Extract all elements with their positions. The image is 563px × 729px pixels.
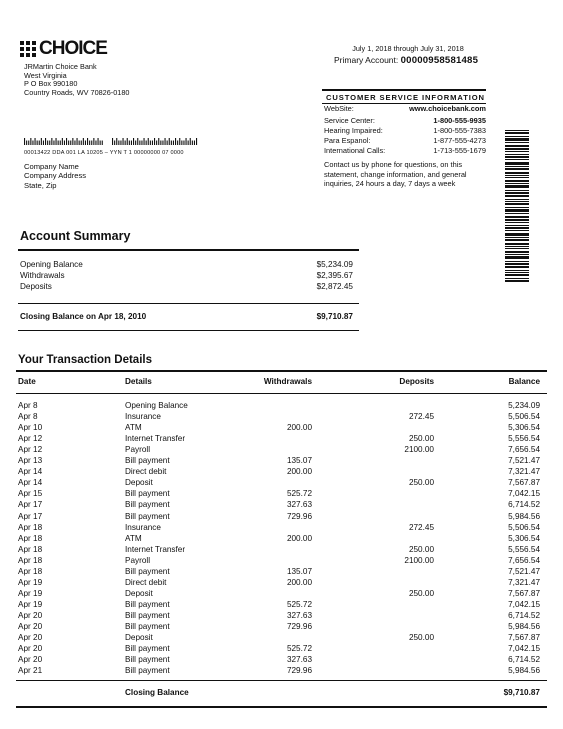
logo-grid-icon	[20, 41, 36, 57]
cs-value: 1-877-555-4273	[433, 136, 486, 145]
cell-balance: 7,567.87	[508, 633, 540, 643]
cell-date: Apr 8	[18, 412, 38, 422]
cell-withdrawal: 729.96	[286, 622, 312, 631]
cell-withdrawal: 729.96	[286, 666, 312, 676]
summary-value: $2,872.45	[316, 282, 353, 291]
cell-details: Deposit	[125, 588, 153, 598]
table-row	[18, 478, 540, 489]
cell-balance: 7,567.87	[508, 588, 540, 598]
recipient-address	[24, 162, 86, 190]
bank-address-line: West Virginia	[24, 70, 67, 80]
account-summary-title: Account Summary	[20, 229, 131, 243]
cell-balance: 5,556.54	[508, 434, 540, 444]
table-row	[18, 489, 540, 500]
transactions-closing-row	[18, 688, 540, 699]
cell-details: Bill payment	[125, 599, 170, 609]
cs-international-row	[324, 146, 486, 155]
recipient-line: Company Name	[24, 162, 79, 171]
table-row	[18, 545, 540, 556]
table-row	[18, 412, 540, 423]
cell-balance: 7,042.15	[508, 599, 540, 609]
logo-text: CHOICE	[39, 38, 107, 59]
table-row	[18, 467, 540, 478]
cell-details: Bill payment	[125, 622, 170, 631]
cs-label: Para Espanol:	[324, 136, 371, 145]
cell-details: Bill payment	[125, 666, 170, 676]
cs-value: 1-713-555-1679	[433, 146, 486, 155]
summary-closing-row	[20, 312, 353, 321]
cell-details: Payroll	[125, 445, 151, 455]
summary-row-deposits	[20, 282, 353, 291]
cell-date: Apr 15	[18, 489, 43, 499]
postal-barcode	[24, 138, 198, 145]
transactions-bottom-rule	[16, 706, 547, 708]
cell-balance: 5,306.54	[508, 423, 540, 433]
cell-date: Apr 21	[18, 666, 43, 676]
cell-deposit: 250.00	[408, 588, 434, 598]
bank-address-line: Country Roads, WV 70826-0180	[24, 87, 130, 97]
table-row	[18, 611, 540, 622]
table-row	[18, 589, 540, 600]
cell-withdrawal: 200.00	[286, 467, 312, 477]
cell-deposit: 250.00	[408, 478, 434, 488]
cell-deposit: 250.00	[408, 544, 434, 554]
cs-label: Hearing Impaired:	[324, 126, 383, 135]
table-row	[18, 644, 540, 655]
cell-deposit: 272.45	[408, 522, 434, 532]
table-row	[18, 578, 540, 589]
cell-withdrawal: 327.63	[286, 500, 312, 510]
table-row	[18, 622, 540, 633]
transactions-closing-rule	[16, 680, 547, 681]
cell-deposit: 250.00	[408, 434, 434, 444]
cell-withdrawal: 135.07	[286, 566, 312, 576]
cs-website-row	[324, 104, 486, 113]
cell-details: Direct debit	[125, 577, 167, 587]
cell-date: Apr 18	[18, 533, 43, 543]
summary-mid-rule	[18, 303, 359, 304]
cell-details: ATM	[125, 423, 142, 433]
cell-details: Bill payment	[125, 610, 170, 620]
cs-espanol-row	[324, 136, 486, 145]
cell-date: Apr 17	[18, 511, 43, 521]
cell-date: Apr 20	[18, 633, 43, 643]
cell-date: Apr 10	[18, 423, 43, 433]
table-row	[18, 655, 540, 666]
cs-value: 1-800-555-7383	[433, 126, 486, 135]
cell-details: Bill payment	[125, 644, 170, 654]
cell-balance: 7,321.47	[508, 467, 540, 477]
cs-value: www.choicebank.com	[409, 104, 486, 113]
summary-top-rule	[18, 249, 359, 251]
summary-value: $2,395.67	[316, 271, 353, 280]
cell-balance: 5,306.54	[508, 533, 540, 543]
cell-balance: 7,321.47	[508, 577, 540, 587]
cell-withdrawal: 200.00	[286, 533, 312, 543]
cs-label: International Calls:	[324, 146, 386, 155]
summary-closing-label: Closing Balance on Apr 18, 2010	[20, 312, 147, 321]
cell-withdrawal: 327.63	[286, 610, 312, 620]
cell-withdrawal: 525.72	[286, 489, 312, 499]
cell-balance: 5,556.54	[508, 544, 540, 554]
cell-details: Insurance	[125, 412, 161, 422]
summary-row-withdrawals	[20, 271, 353, 280]
cell-withdrawal: 200.00	[286, 423, 312, 433]
cell-withdrawal: 200.00	[286, 577, 312, 587]
cell-balance: 5,506.54	[508, 522, 540, 532]
cell-date: Apr 20	[18, 644, 43, 654]
account-label: Primary Account:	[334, 55, 399, 65]
cell-details: Insurance	[125, 522, 161, 532]
table-row	[18, 512, 540, 523]
header-balance: Balance	[508, 377, 540, 386]
cell-deposit: 272.45	[408, 412, 434, 422]
cell-details: Bill payment	[125, 500, 170, 510]
cell-details: Bill payment	[125, 655, 170, 665]
cell-balance: 5,984.56	[508, 666, 540, 676]
bank-address-line: JRMartin Choice Bank	[24, 62, 97, 71]
table-row	[18, 600, 540, 611]
cell-withdrawal: 729.96	[286, 511, 312, 521]
cell-balance: 7,042.15	[508, 644, 540, 654]
customer-service-title: CUSTOMER SERVICE INFORMATION	[322, 89, 486, 104]
cell-deposit: 2100.00	[404, 555, 434, 565]
recipient-line: State, Zip	[24, 180, 57, 190]
transactions-header	[18, 377, 540, 388]
cell-balance: 7,567.87	[508, 478, 540, 488]
cell-deposit: 2100.00	[404, 445, 434, 455]
closing-value: $9,710.87	[503, 688, 540, 697]
cell-balance: 7,656.54	[508, 445, 540, 455]
summary-row-opening	[20, 260, 353, 269]
transactions-top-rule	[16, 370, 547, 372]
cell-balance: 6,714.52	[508, 610, 540, 620]
cell-details: Deposit	[125, 478, 153, 488]
cell-details: ATM	[125, 533, 142, 543]
cell-date: Apr 8	[18, 401, 38, 410]
summary-bottom-rule	[18, 330, 359, 331]
table-row	[18, 633, 540, 644]
cs-note: Contact us by phone for questions, on this statement, change information, and general inquiries, 24 hours a day, 7 days a week	[324, 160, 467, 189]
bank-address-line: P O Box 990180	[24, 79, 78, 89]
cell-date: Apr 18	[18, 522, 43, 532]
cell-date: Apr 12	[18, 434, 43, 444]
header-date: Date	[18, 377, 36, 386]
cell-details: Payroll	[125, 555, 151, 565]
cell-details: Direct debit	[125, 467, 167, 477]
account-number: 00000958581485	[400, 55, 479, 66]
cell-balance: 5,984.56	[508, 622, 540, 631]
cell-date: Apr 19	[18, 599, 43, 609]
cell-date: Apr 20	[18, 655, 43, 665]
cell-date: Apr 20	[18, 622, 43, 631]
summary-value: $5,234.09	[316, 260, 353, 269]
bank-address	[24, 63, 129, 97]
cell-details: Bill payment	[125, 456, 170, 466]
table-row	[18, 423, 540, 434]
cell-details: Bill payment	[125, 489, 170, 499]
cell-withdrawal: 135.07	[286, 456, 312, 466]
recipient-line: Company Address	[24, 171, 87, 181]
cell-balance: 7,656.54	[508, 555, 540, 565]
cs-label: Service Center:	[324, 116, 375, 125]
vertical-barcode	[505, 130, 541, 282]
cell-date: Apr 12	[18, 445, 43, 455]
cell-details: Internet Transfer	[125, 544, 186, 554]
primary-account	[334, 55, 478, 66]
cell-balance: 5,234.09	[508, 401, 540, 410]
summary-closing-value: $9,710.87	[316, 312, 353, 321]
table-row	[18, 434, 540, 445]
closing-label: Closing Balance	[125, 688, 189, 697]
table-row	[18, 445, 540, 456]
summary-label: Opening Balance	[20, 260, 83, 269]
cell-details: Deposit	[125, 633, 153, 643]
cell-date: Apr 18	[18, 566, 43, 576]
cell-details: Internet Transfer	[125, 434, 186, 444]
barcode-text: 00013422 DDA 001 LA 10205 – YYN T 1 00000000 07 0000	[24, 150, 184, 156]
table-row	[18, 666, 540, 677]
cell-date: Apr 17	[18, 500, 43, 510]
cell-balance: 7,042.15	[508, 489, 540, 499]
cs-value: 1-800-555-9935	[433, 116, 486, 125]
cell-date: Apr 18	[18, 555, 43, 565]
cell-balance: 6,714.52	[508, 655, 540, 665]
bank-logo	[20, 38, 107, 60]
cell-balance: 5,984.56	[508, 511, 540, 521]
cs-label: WebSite:	[324, 104, 354, 113]
cell-date: Apr 18	[18, 544, 43, 554]
cell-balance: 7,521.47	[508, 566, 540, 576]
cell-details: Opening Balance	[125, 401, 188, 410]
cell-withdrawal: 525.72	[286, 644, 312, 654]
header-details: Details	[125, 377, 152, 386]
table-row	[18, 534, 540, 545]
cell-date: Apr 19	[18, 588, 43, 598]
summary-label: Deposits	[20, 282, 52, 291]
summary-label: Withdrawals	[20, 271, 65, 280]
cell-date: Apr 14	[18, 467, 43, 477]
cell-balance: 5,506.54	[508, 412, 540, 422]
header-withdrawals: Withdrawals	[263, 377, 312, 386]
header-deposits: Deposits	[399, 377, 434, 386]
table-row	[18, 500, 540, 511]
cell-date: Apr 20	[18, 610, 43, 620]
table-row	[18, 523, 540, 534]
table-row	[18, 567, 540, 578]
cell-date: Apr 19	[18, 577, 43, 587]
cell-withdrawal: 327.63	[286, 655, 312, 665]
cell-balance: 7,521.47	[508, 456, 540, 466]
transactions-title: Your Transaction Details	[18, 354, 152, 366]
cs-hearing-row	[324, 126, 486, 135]
cell-deposit: 250.00	[408, 633, 434, 643]
cell-balance: 6,714.52	[508, 500, 540, 510]
transactions-header-rule	[16, 393, 547, 394]
table-row	[18, 556, 540, 567]
cs-service-row	[324, 116, 486, 125]
statement-period: July 1, 2018 through July 31, 2018	[352, 44, 464, 53]
cell-details: Bill payment	[125, 511, 170, 521]
table-row	[18, 456, 540, 467]
table-row	[18, 401, 540, 412]
cell-date: Apr 14	[18, 478, 43, 488]
cell-details: Bill payment	[125, 566, 170, 576]
cell-withdrawal: 525.72	[286, 599, 312, 609]
cell-date: Apr 13	[18, 456, 43, 466]
